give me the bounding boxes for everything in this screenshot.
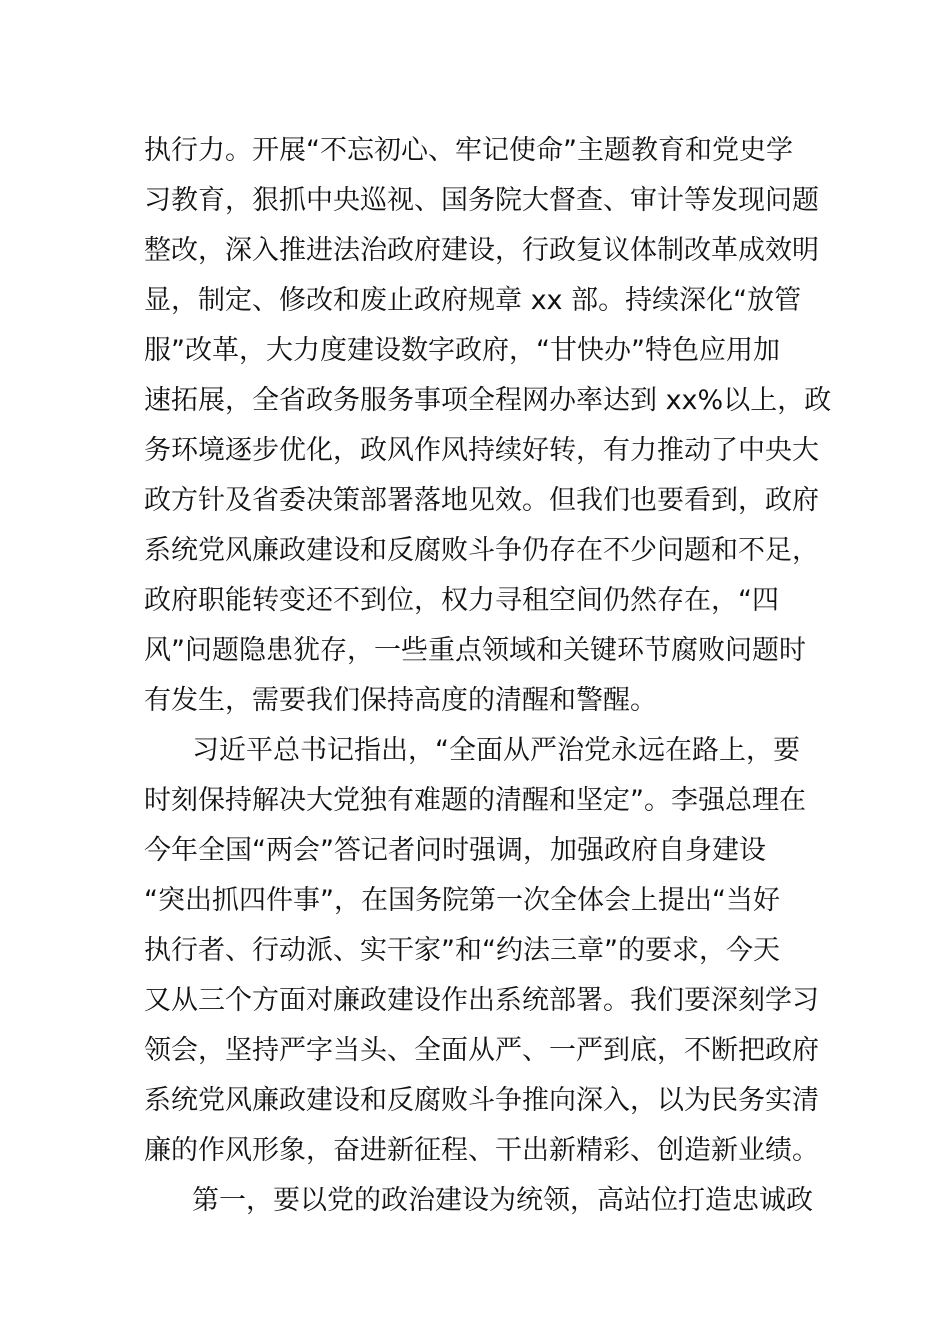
text-line: 执行者、行动派、实干家”和“约法三章”的要求，今天 (144, 935, 780, 966)
body-text (144, 126, 832, 1226)
text-line: 习教育，狠抓中央巡视、国务院大督查、审计等发现问题 (144, 185, 819, 216)
text-line: 显，制定、修改和废止政府规章 xx 部。持续深化“放管 (144, 285, 802, 316)
paragraph-first-line: 习近平总书记指出，“全面从严治党永远在路上，要 (192, 735, 800, 766)
text-line: 整改，深入推进法治政府建设，行政复议体制改革成效明 (144, 235, 819, 266)
text-line: 有发生，需要我们保持高度的清醒和警醒。 (144, 685, 657, 716)
text-line: 今年全国“两会”答记者问时强调，加强政府自身建设 (144, 835, 766, 866)
text-line: 廉的作风形象，奋进新征程、干出新精彩、创造新业绩。 (144, 1135, 819, 1166)
text-line: 执行力。开展“不忘初心、牢记使命”主题教育和党史学 (144, 135, 793, 166)
text-line: 系统党风廉政建设和反腐败斗争仍存在不少问题和不足， (144, 535, 819, 566)
text-line: 时刻保持解决大党独有难题的清醒和坚定”。李强总理在 (144, 785, 806, 816)
text-line: 系统党风廉政建设和反腐败斗争推向深入，以为民务实清 (144, 1085, 819, 1116)
text-line: 服”改革，大力度建设数字政府，“甘快办”特色应用加 (144, 335, 780, 366)
text-line: 政方针及省委决策部署落地见效。但我们也要看到，政府 (144, 485, 819, 516)
text-line: 务环境逐步优化，政风作风持续好转，有力推动了中央大 (144, 435, 819, 466)
text-line: “突出抓四件事”，在国务院第一次全体会上提出“当好 (144, 885, 780, 916)
text-line: 政府职能转变还不到位，权力寻租空间仍然存在，“四 (144, 585, 779, 616)
text-line: 领会，坚持严字当头、全面从严、一严到底，不断把政府 (144, 1035, 819, 1066)
text-line: 风”问题隐患犹存，一些重点领域和关键环节腐败问题时 (144, 635, 806, 666)
text-line: 又从三个方面对廉政建设作出系统部署。我们要深刻学习 (144, 985, 819, 1016)
paragraph-first-line: 第一，要以党的政治建设为统领，高站位打造忠诚政 (192, 1185, 813, 1216)
text-line: 速拓展，全省政务服务事项全程网办率达到 xx%以上，政 (144, 385, 832, 416)
